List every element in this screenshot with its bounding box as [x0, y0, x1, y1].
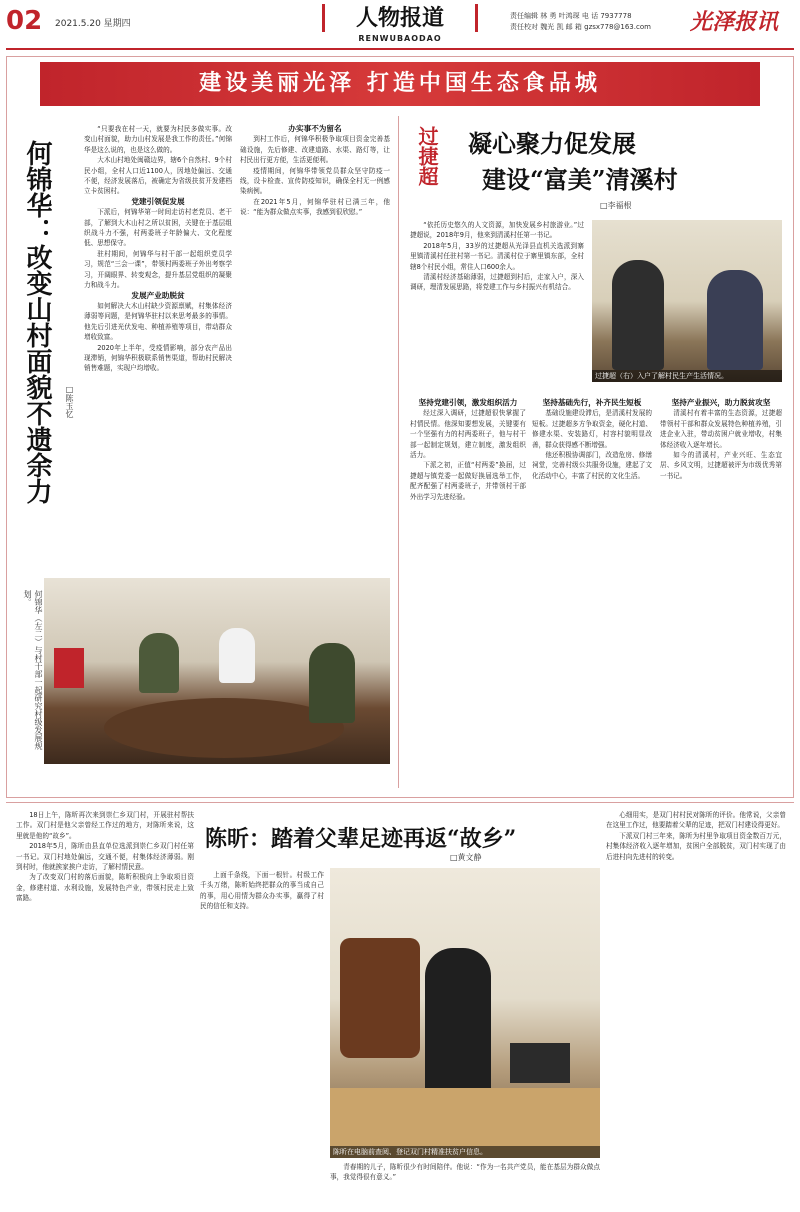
editor-line-2: 责任校对 魏光 凯 邮 箱 gzsx778@163.com [510, 23, 651, 31]
article1-subhead: 发展产业助脱贫 [131, 290, 185, 300]
article2-author: □李福根 [600, 201, 632, 210]
article2-para: 他还积极协调部门，改造危房、修缮祠堂，完善村级公共服务设施，建起了文化活动中心，丰富了村民的文化生活。 [532, 451, 652, 480]
article3-title: 陈昕：踏着父辈足迹再返“故乡” [205, 826, 517, 852]
article2-kicker: 过捷超 [415, 126, 439, 186]
meeting-table-shape [104, 698, 344, 758]
article1-para: 疫情期间，何锦华带领党员群众坚守防疫一线，设卡检查、宣传防疫知识，确保全村无一例感染病例。 [240, 166, 390, 196]
article2-column-1 [410, 398, 526, 788]
article1-para: 下派后，何锦华第一时间走访村老党员、老干部，了解到大木山村之所以贫困，关键在于基层组织战斗力不强，村两委班子年龄偏大、文化程度低、思想保守。 [84, 208, 232, 248]
article3-para: 心细用实，是双门村村民对陈昕的评价。他常说，父亲曾在这里工作过，他要踏着父辈的足迹，把双门村建设得更好。 [606, 811, 786, 830]
section-title: 人物报道 [322, 4, 478, 32]
editor-line-1: 责任编辑 林 勇 叶鸿琛 电 话 7937778 [510, 12, 632, 20]
person-shape [612, 260, 664, 370]
article1-photo [44, 578, 390, 764]
article3-author: □黄文静 [450, 853, 482, 862]
page-number: 02 [6, 6, 43, 36]
article3-para: 为了改变双门村的落后面貌，陈昕积极向上争取项目资金，修建村道、水利设施，发展特色产业，带领村民走上致富路。 [16, 873, 194, 903]
section-pinyin: RENWUBAODAO [358, 34, 442, 43]
article1-para: 2020年上半年，受疫情影响，部分农产品出现滞销，何锦华积极联系销售渠道，帮助村民解决销售难题，实现户均增收。 [84, 343, 232, 373]
article3-para: 18日上午，陈昕再次来到崇仁乡双门村，开展驻村帮扶工作。双门村是他父亲曾经工作过的地方，对陈昕来说，这里就是他的“故乡”。 [16, 811, 194, 840]
article2-para: 基础设施建设滞后，是清溪村发展的短板。过捷超多方争取资金，硬化村道、修建水渠、安装路灯，村容村貌明显改善，群众获得感不断增强。 [532, 409, 652, 449]
article1-column-1 [84, 124, 232, 572]
article1-photo-caption: 何锦华（左二）与村干部一起研究村级发展规划。 [23, 590, 43, 750]
article3-photo-caption: 陈昕在电脑前查阅、登记双门村精准扶贫户信息。 [330, 1146, 600, 1158]
article1-author: □陈玉忆 [65, 385, 74, 418]
article2-column-2 [532, 398, 652, 788]
column-divider [398, 116, 399, 788]
article2-photo-caption: 过捷超（右）入户了解村民生产生活情况。 [592, 370, 782, 382]
article2-column-1-top [410, 220, 584, 395]
person-shape [139, 633, 179, 693]
article1-column-2 [240, 124, 390, 572]
article1-para: 大木山村地处闽赣边界，辖6个自然村、9个村民小组，全村人口近1100人，因地处偏远、交通不便，经济发展落后，被确定为省级扶贫开发建档立卡贫困村。 [84, 156, 232, 196]
armchair-shape [340, 938, 420, 1058]
article2-title-line-2: 建设“富美”清溪村 [482, 165, 678, 194]
article3-column-1 [16, 810, 194, 1208]
person-shape [219, 628, 255, 683]
page-banner: 建设美丽光泽 打造中国生态食品城 [40, 62, 760, 106]
header-rule [6, 48, 794, 50]
article3-photo [330, 868, 600, 1158]
article1-subhead: 党建引领促发展 [131, 196, 185, 206]
article2-subhead: 坚持基础先行，补齐民生短板 [542, 398, 642, 407]
article3-para: 上面千条线，下面一根针。村级工作千头万绪，陈昕始终把群众的事当成自己的事，用心用情为群众办实事，赢得了村民的信任和支持。 [200, 871, 324, 911]
article2-para: 下派之初，正值“村两委”换届，过捷超与镇党委一起做好换届选举工作，配齐配强了村两委班子，并带领村干部外出学习先进经验。 [410, 461, 526, 501]
laptop-shape [510, 1043, 570, 1083]
issue-date: 2021.5.20 星期四 [55, 19, 131, 29]
article2-para: 如今的清溪村，产业兴旺、生态宜居、乡风文明，过捷超被评为市级优秀第一书记。 [660, 451, 782, 480]
article1-para: 在2021年5月，何锦华驻村已满三年，他说：“能为群众做点实事，我感到很欣慰。” [240, 197, 390, 217]
article2-para: 2018年5月，33岁的过捷超从光泽县直机关选派到寨里镇清溪村任驻村第一书记。清溪村位于寨里镇东部，全村辖8个村民小组，常住人口600余人。 [410, 241, 584, 271]
article1-subhead: 办实事不为留名 [288, 124, 342, 133]
article3-para: 青春期的儿子，陈昕很少有时间陪伴。他说：“作为一名共产党员，能在基层为群众做点事，我觉得很有意义。” [330, 1163, 600, 1182]
article3-column-3 [330, 1162, 600, 1208]
newspaper-logo: 光泽报讯 [690, 9, 779, 35]
article1-title: 何锦华：改变山村面貌不遗余力 [22, 140, 52, 504]
article2-subhead: 坚持产业振兴，助力脱贫攻坚 [671, 398, 771, 407]
section-divider [6, 802, 794, 803]
article1-para: 如何解决大木山村缺少资源禀赋，村集体经济薄弱等问题，是何锦华驻村以来思考最多的事情。他先后引进光伏发电、种植养殖等项目，带动群众增收致富。 [84, 301, 232, 342]
article2-title-line-1: 凝心聚力促发展 [468, 129, 636, 158]
article2-subhead: 坚持党建引领，激发组织活力 [418, 398, 518, 407]
article2-para: 经过深入调研，过捷超很快掌握了村情民情。他深知要想发展，关键要有一个坚强有力的村两委班子，他与村干部一起制定规划，建立制度，激发组织活力。 [410, 409, 526, 460]
person-shape [425, 948, 491, 1098]
article3-para: 2018年5月，陈昕由县直单位选派到崇仁乡双门村任第一书记。双门村地处偏远，交通不便，村集体经济薄弱。刚到村时，他就挨家挨户走访，了解村情民意。 [16, 842, 194, 872]
article3-para: 下派双门村三年来，陈昕为村里争取项目资金数百万元，村集体经济收入逐年增加，贫困户全部脱贫，双门村实现了由后进村向先进村的转变。 [606, 831, 786, 861]
article3-column-4 [606, 810, 786, 1208]
person-shape [707, 270, 763, 370]
article1-para: “只要我在村一天，就要为村民多做实事。改变山村面貌，助力山村发展是我工作的责任。”何锦华是这么说的，也是这么做的。 [84, 125, 232, 154]
red-flag-shape [54, 648, 84, 688]
article2-photo [592, 220, 782, 382]
editor-info [510, 11, 680, 33]
article2-column-3 [660, 398, 782, 788]
article1-para: 到村工作后，何锦华积极争取项目资金完善基础设施，先后修建、改建道路、水渠、路灯等，让村民出行更方便，生活更便利。 [240, 135, 390, 165]
person-shape [309, 643, 355, 723]
article2-para: 清溪村有着丰富的生态资源，过捷超带领村干部和群众发展特色种植养殖，引进企业入驻，带动贫困户就业增收，村集体经济收入逐年增长。 [660, 409, 782, 449]
article2-para: 清溪村经济基础薄弱，过捷超到村后，走家入户，深入调研，理清发展思路，将党建工作与乡村振兴有机结合。 [410, 273, 584, 292]
article2-para: “依托历史悠久的人文资源，加快发展乡村旅游业。”过捷超说，2018年9月，他来到清溪村任第一书记。 [410, 221, 584, 240]
article3-column-2 [200, 870, 324, 1150]
article1-para: 驻村期间，何锦华与村干部一起组织党员学习，规范“三会一课”，带领村两委班子外出考察学习，开阔眼界、转变观念，提升基层党组织的凝聚力和战斗力。 [84, 249, 232, 290]
